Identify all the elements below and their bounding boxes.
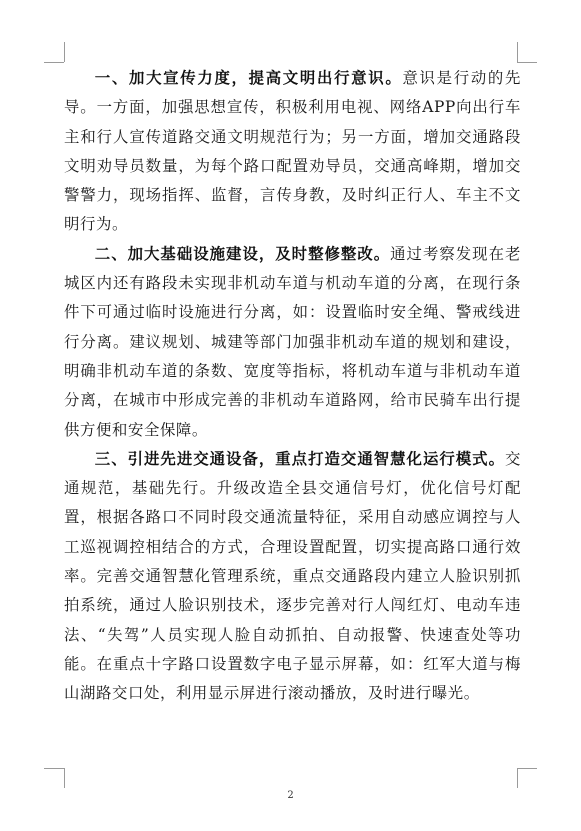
paragraph-text: 通过考察发现在老城区内还有路段未实现非机动车道与机动车道的分离，在现行条件下可通过临时设施进行分离，如：设置临时安全绳、警戒线进行分离。建议规划、城建等部门加强非机动车道的规划和建设，明确非机动车道的条数、宽度等指标，将机动车道与非机动车道分离，在城市中形成完善的非机动车道路网，给市民骑车出行提供方便和安全保障。	[64, 244, 521, 439]
crop-mark-bottom-left	[44, 768, 64, 769]
paragraph-heading: 二、加大基础设施建设，及时整修整改。	[94, 244, 391, 263]
crop-mark-top-left	[44, 62, 64, 63]
paragraph-publicity	[64, 64, 521, 240]
paragraph-text: 交通规范，基础先行。升级改造全县交通信号灯，优化信号灯配置，根据各路口不同时段交通流量特征，采用自动感应调控与人工巡视调控相结合的方式，合理设置配置，切实提高路口通行效率。完善交通智慧化管理系统，重点交通路段内建立人脸识别抓拍系统，通过人脸识别技术，逐步完善对行人闯红灯、电动车违法、“失驾”人员实现人脸自动抓拍、自动报警、快速查处等功能。在重点十字路口设置数字电子显示屏幕，如：红军大道与梅山湖路交口处，利用显示屏进行滚动播放，及时进行曝光。	[64, 449, 521, 703]
document-body	[64, 64, 521, 709]
paragraph-text: 意识是行动的先导。一方面，加强思想宣传，积极利用电视、网络APP向出行车主和行人宣传道路交通文明规范行为；另一方面，增加交通路段文明劝导员数量，为每个路口配置劝导员，交通高峰期，增加交警警力，现场指挥、监督，言传身教，及时纠正行人、车主不文明行为。	[64, 69, 521, 234]
paragraph-infrastructure	[64, 240, 521, 445]
crop-mark-top-left	[64, 42, 65, 62]
crop-mark-top-right	[517, 42, 518, 62]
crop-mark-top-right	[517, 62, 537, 63]
paragraph-heading: 三、引进先进交通设备，重点打造交通智慧化运行模式。	[94, 449, 505, 468]
crop-mark-bottom-left	[64, 768, 65, 788]
crop-mark-bottom-right	[517, 768, 518, 788]
paragraph-smart-traffic	[64, 445, 521, 709]
paragraph-heading: 一、加大宣传力度，提高文明出行意识。	[94, 69, 403, 87]
page-number: 2	[287, 790, 294, 801]
crop-mark-bottom-right	[517, 768, 537, 769]
